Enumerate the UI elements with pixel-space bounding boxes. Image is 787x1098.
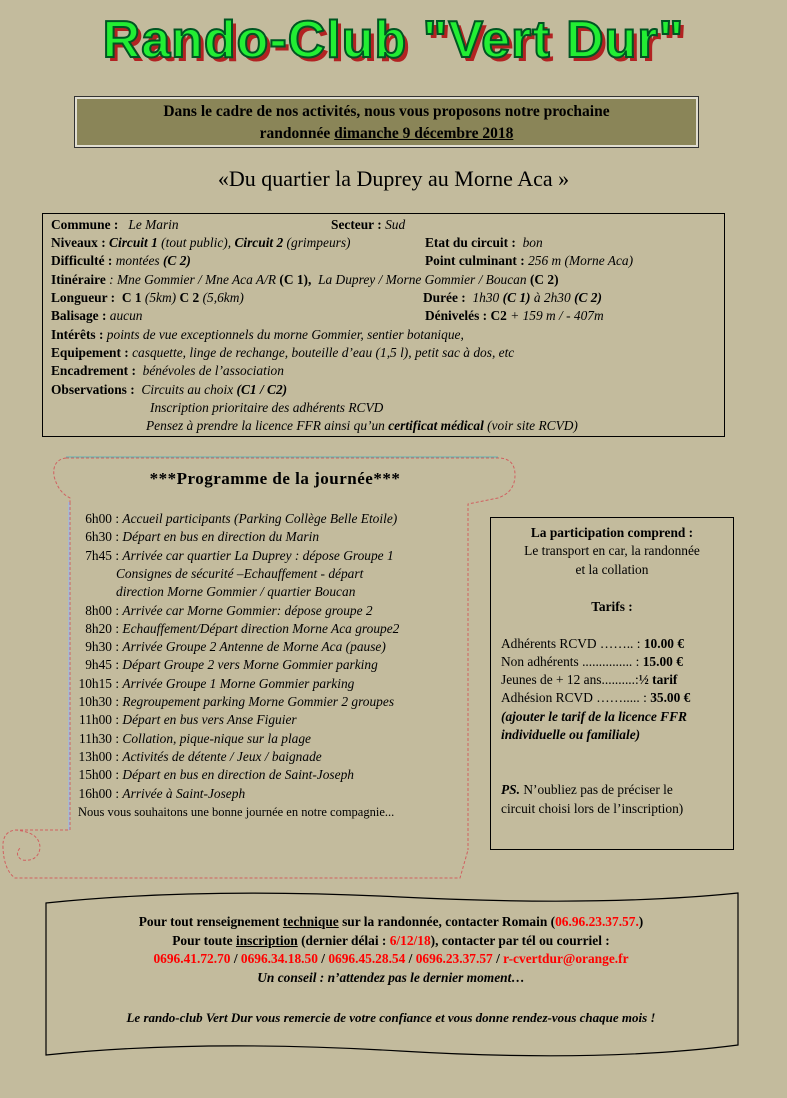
programme-title: ***Programme de la journée***	[149, 469, 401, 488]
observations-value-1: Circuits au choix	[141, 382, 234, 397]
programme-item-desc: Départ Groupe 2 vers Morne Gommier parking	[122, 657, 378, 673]
programme-item-time: 8h00	[85, 602, 112, 618]
denivele-c2: C2	[490, 308, 507, 323]
licence-note-2: individuelle ou familiale)	[501, 727, 641, 742]
balisage-label: Balisage :	[51, 308, 107, 323]
intro-box	[74, 96, 699, 148]
commune-value: Le Marin	[128, 217, 179, 232]
phone-sep: /	[230, 951, 241, 966]
contact-line-2	[46, 932, 736, 951]
programme-item	[66, 748, 322, 766]
balisage-value: aucun	[109, 308, 143, 323]
contact-block	[46, 913, 736, 987]
participation-line-2: et la collation	[575, 562, 649, 577]
programme-item-desc: Départ en bus en direction de Saint-Joseph	[122, 767, 354, 783]
programme-item-desc: Arrivée Groupe 2 Antenne de Morne Aca (pause)	[122, 639, 386, 655]
observations-line-3	[146, 417, 578, 435]
interets-row	[51, 326, 464, 344]
difficulte-row	[51, 252, 191, 270]
tarifs-title: Tarifs :	[591, 599, 633, 614]
tarif-jeunes-price: ½ tarif	[638, 672, 678, 687]
programme-item-sep: :	[112, 712, 123, 728]
contact-technique: technique	[282, 914, 339, 929]
programme-item-desc: Echauffement/Départ direction Morne Aca groupe2	[122, 620, 400, 636]
programme-item	[66, 711, 297, 729]
email-sep: /	[492, 951, 504, 966]
programme-item	[66, 656, 378, 674]
tarif-non-adherents	[501, 653, 683, 671]
programme-item	[66, 766, 354, 784]
programme-item	[66, 730, 311, 748]
tarif-adherents-label: Adhérents RCVD ……..	[501, 636, 634, 651]
contact-romain-phone: 06.96.23.37.57.	[555, 914, 639, 929]
contact-l2d: ), contacter par tél ou courriel :	[430, 932, 610, 948]
observations-value-2: Inscription prioritaire des adhérents RCVD	[150, 400, 384, 415]
tarif-non-adherents-price: 15.00 €	[642, 654, 683, 669]
phone-4[interactable]: 0696.23.37.57	[415, 951, 493, 966]
programme-item	[66, 620, 399, 638]
itineraire-c1: (C 1),	[279, 272, 312, 287]
interets-label: Intérêts :	[51, 327, 104, 342]
programme-item-desc: Arrivée Groupe 1 Morne Gommier parking	[122, 675, 355, 691]
tarif-jeunes	[501, 671, 677, 689]
encadrement-label: Encadrement :	[51, 363, 136, 378]
itineraire-value-2: La Duprey / Morne Gommier / Boucan	[318, 272, 527, 287]
difficulte-c2: (C 2)	[162, 253, 191, 268]
programme-item-time: 6h30	[85, 529, 112, 545]
participation-title: La participation comprend :	[530, 525, 694, 540]
programme-item-sep: :	[112, 767, 123, 783]
details-box	[42, 213, 725, 437]
programme-item-desc: Consignes de sécurité –Echauffement - départ	[116, 565, 364, 581]
observations-circuits: (C1 / C2)	[236, 382, 288, 397]
niveaux-circuit2: Circuit 2	[234, 235, 284, 250]
ps-line-1	[501, 781, 673, 799]
niveaux-circuit1: Circuit 1	[109, 235, 158, 250]
tarif-jeunes-label: Jeunes de + 12 ans..........:	[501, 672, 639, 687]
programme-item	[66, 528, 319, 546]
contact-inscription: inscription	[235, 932, 298, 948]
itineraire-row	[51, 271, 559, 289]
programme-item	[66, 675, 354, 693]
itineraire-value-1: : Mne Gommier / Mne Aca A/R	[109, 272, 277, 287]
contact-advice: Un conseil : n’attendez pas le dernier moment…	[257, 969, 525, 985]
contact-line-1	[46, 913, 736, 932]
culminant-row	[425, 252, 633, 270]
programme-item-desc: Départ en bus vers Anse Figuier	[122, 712, 297, 728]
programme-item-sep: :	[112, 785, 123, 801]
observations-line-2	[150, 399, 383, 417]
programme-item-desc: Arrivée car quartier La Duprey : dépose Groupe 1	[122, 547, 394, 563]
ps-text-1: N’oubliez pas de préciser le	[519, 782, 673, 797]
programme-item-desc: Accueil participants (Parking Collège Belle Etoile)	[122, 511, 398, 526]
equipement-label: Equipement :	[51, 345, 129, 360]
page-title: Rando-Club "Vert Dur"	[102, 11, 685, 69]
programme-item-sep: :	[112, 620, 123, 636]
intro-line-2-prefix: randonnée	[259, 125, 335, 142]
balisage-row	[51, 307, 143, 325]
duree-value-2: à 2h30	[533, 290, 571, 305]
commune-row	[51, 216, 179, 234]
programme-item-sep: :	[112, 639, 123, 655]
denivele-row	[425, 307, 604, 325]
programme-item-desc: Départ en bus en direction du Marin	[122, 529, 320, 545]
phone-1[interactable]: 0696.41.72.70	[153, 951, 231, 966]
programme-item	[66, 638, 386, 656]
niveaux-circuit2-note: (grimpeurs)	[286, 235, 351, 250]
niveaux-row	[51, 234, 351, 252]
programme-item-time: 15h00	[78, 767, 112, 783]
duree-row	[423, 289, 602, 307]
programme-item-desc: Arrivée à Saint-Joseph	[122, 785, 246, 801]
programme-item-time: 11h30	[79, 730, 112, 746]
programme-item-desc: Regroupement parking Morne Gommier 2 groupes	[122, 694, 395, 709]
programme-item-sep: :	[112, 748, 123, 764]
programme-item-time: 16h00	[78, 785, 112, 801]
duree-c1: (C 1)	[502, 290, 531, 305]
secteur-value: Sud	[385, 217, 406, 232]
equipement-value: casquette, linge de rechange, bouteille d’eau (1,5 l), petit sac à dos, etc	[132, 345, 515, 360]
tarif-adhesion-price: 35.00 €	[650, 690, 691, 705]
tarif-adherents-price: 10.00 €	[643, 636, 685, 651]
phone-3[interactable]: 0696.45.28.54	[328, 951, 406, 966]
programme-item-time: 6h00	[85, 511, 112, 526]
denivele-label: Dénivelés :	[425, 308, 488, 323]
programme-item-time: 9h45	[85, 657, 112, 673]
contact-l2c: (dernier délai :	[297, 932, 390, 948]
programme-item-sep: :	[112, 675, 123, 691]
duree-c2: (C 2)	[574, 290, 602, 305]
programme-item-time: 10h30	[78, 694, 112, 709]
itineraire-label: Itinéraire	[51, 272, 106, 287]
encadrement-row	[51, 362, 284, 380]
longueur-c1-value: (5km)	[144, 290, 177, 305]
programme-item	[66, 583, 355, 601]
programme-item-time: 13h00	[78, 748, 112, 764]
tarif-non-adherents-label: Non adhérents ............... :	[501, 654, 640, 669]
difficulte-label: Difficulté :	[51, 253, 113, 268]
participation-line-1: Le transport en car, la randonnée	[524, 543, 700, 558]
programme-item-sep: :	[112, 511, 123, 526]
intro-date: dimanche 9 décembre 2018	[334, 125, 514, 142]
programme-item-time: 7h45	[85, 547, 112, 563]
culminant-label: Point culminant :	[425, 253, 525, 268]
etat-row	[425, 234, 543, 252]
programme-item-desc: Collation, pique-nique sur la plage	[122, 730, 311, 746]
niveaux-label: Niveaux :	[51, 235, 106, 250]
phone-sep: /	[317, 951, 329, 966]
programme-item-time: 11h00	[79, 712, 112, 728]
contact-l1a: Pour tout renseignement	[138, 914, 283, 929]
contact-l1d: )	[638, 914, 644, 929]
programme-item-sep: :	[112, 547, 123, 563]
programme-item-desc: Arrivée car Morne Gommier: dépose groupe 2	[122, 602, 373, 618]
duree-value-1: 1h30	[472, 290, 500, 305]
longueur-label: Longueur :	[51, 290, 116, 305]
contact-l1c: sur la randonnée, contacter Romain (	[338, 914, 556, 929]
difficulte-value: montées	[115, 253, 160, 268]
programme-item-time: 9h30	[85, 639, 112, 655]
observations-row	[51, 381, 287, 399]
phone-sep: /	[405, 951, 416, 966]
intro-line-1: Dans le cadre de nos activités, nous vous proposons notre prochaine	[163, 103, 610, 120]
programme-item-desc: Activités de détente / Jeux / baignade	[122, 748, 322, 764]
programme-closing: Nous vous souhaitons une bonne journée en notre compagnie...	[78, 804, 395, 819]
hike-title: «Du quartier la Duprey au Morne Aca »	[217, 166, 570, 191]
closing-message: Le rando-club Vert Dur vous remercie de votre confiance et vous donne rendez-vous chaque mois !	[126, 1010, 656, 1025]
longueur-c2-value: (5,6km)	[202, 290, 244, 305]
culminant-value: 256 m (Morne Aca)	[528, 253, 634, 268]
tarif-adhesion	[501, 689, 690, 707]
secteur-label: Secteur :	[331, 217, 382, 232]
programme-item	[66, 510, 397, 528]
interets-value: points de vue exceptionnels du morne Gommier, sentier botanique,	[106, 327, 464, 342]
secteur-row	[331, 216, 405, 234]
equipement-row	[51, 344, 514, 362]
contact-deadline: 6/12/18	[389, 932, 431, 948]
certificat-medical: certificat médical	[388, 418, 484, 433]
longueur-c1: C 1	[121, 290, 142, 305]
ps-line-2: circuit choisi lors de l’inscription)	[501, 801, 684, 816]
tarif-adhesion-label: Adhésion RCVD ……..... :	[501, 690, 647, 705]
programme-item-desc: direction Morne Gommier / quartier Boucan	[116, 584, 356, 600]
programme-item-time: 10h15	[78, 675, 112, 691]
encadrement-value: bénévoles de l’association	[142, 363, 284, 378]
programme-item-sep: :	[112, 694, 123, 709]
phone-2[interactable]: 0696.34.18.50	[240, 951, 318, 966]
longueur-c2: C 2	[179, 290, 200, 305]
tarif-adherents: Adhérents RCVD …….. : 10.00 €	[501, 636, 685, 651]
programme-item-sep: :	[112, 529, 123, 545]
programme-item	[66, 565, 363, 583]
programme-item	[66, 602, 373, 620]
observations-value-3a: Pensez à prendre la licence FFR ainsi qu’un	[146, 418, 385, 433]
programme-item-time: 8h20	[85, 620, 112, 636]
niveaux-circuit1-note: (tout public),	[161, 235, 232, 250]
etat-label: Etat du circuit :	[425, 235, 516, 250]
commune-label: Commune :	[51, 217, 119, 232]
contact-line-3	[46, 950, 736, 969]
email-link[interactable]: r-cvertdur@orange.fr	[503, 951, 629, 966]
itineraire-c2: (C 2)	[529, 272, 559, 287]
programme-item	[66, 785, 245, 803]
licence-note-1: (ajouter le tarif de la licence FFR	[501, 709, 687, 724]
observations-value-3c: (voir site RCVD)	[487, 418, 578, 433]
ps-label: PS.	[501, 782, 520, 797]
contact-l2a: Pour toute	[172, 932, 236, 948]
programme-item-sep: :	[112, 602, 123, 618]
duree-label: Durée :	[423, 290, 466, 305]
observations-label: Observations :	[51, 382, 135, 397]
longueur-row	[51, 289, 244, 307]
etat-value: bon	[522, 235, 543, 250]
programme-item-sep: :	[112, 730, 123, 746]
programme-item	[66, 693, 394, 711]
programme-item	[66, 547, 394, 565]
intro-line-2	[75, 123, 698, 145]
programme-item-sep: :	[112, 657, 123, 673]
tarifs-box	[490, 517, 734, 850]
denivele-value: + 159 m / - 407m	[510, 308, 604, 323]
